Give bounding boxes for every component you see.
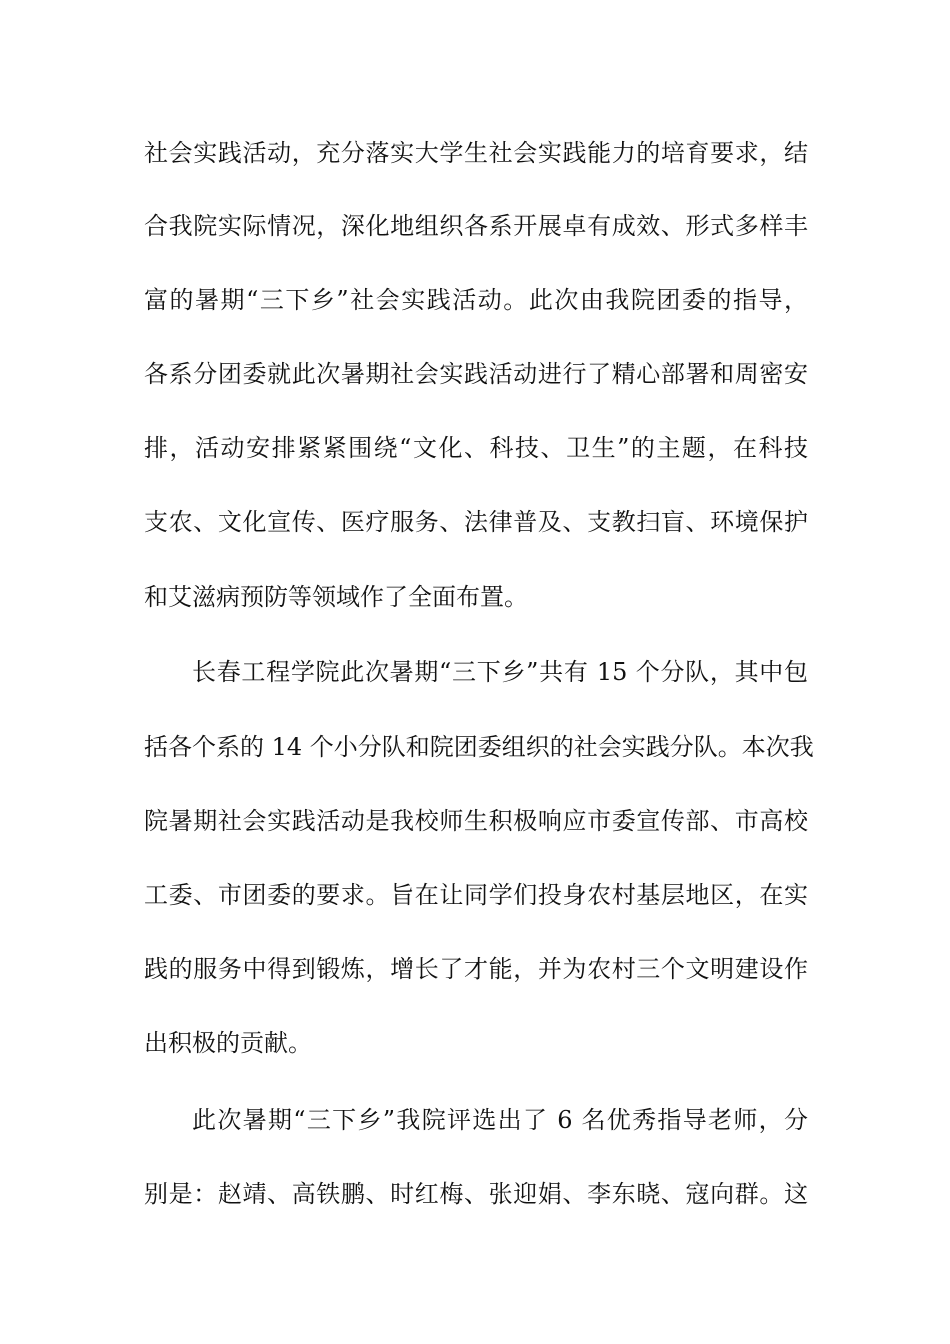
paragraph-1-line-2: 合我院实际情况，深化地组织各系开展卓有成效、形式多样丰 — [144, 212, 808, 240]
paragraph-3-line-1: 此次暑期“三下乡”我院评选出了 6 名优秀指导老师，分 — [192, 1106, 808, 1134]
paragraph-2-line-3: 院暑期社会实践活动是我校师生积极响应市委宣传部、市高校 — [144, 807, 808, 835]
paragraph-3-line-2: 别是：赵靖、高铁鹏、时红梅、张迎娟、李东晓、寇向群。这 — [144, 1180, 808, 1208]
paragraph-1-line-5: 排，活动安排紧紧围绕“文化、科技、卫生”的主题，在科技 — [144, 434, 808, 462]
paragraph-1-line-4: 各系分团委就此次暑期社会实践活动进行了精心部署和周密安 — [144, 360, 808, 388]
paragraph-1-line-1: 社会实践活动，充分落实大学生社会实践能力的培育要求，结 — [144, 139, 808, 167]
paragraph-2-line-5: 践的服务中得到锻炼，增长了才能，并为农村三个文明建设作 — [144, 955, 808, 983]
paragraph-2-line-2: 括各个系的 14 个小分队和院团委组织的社会实践分队。本次我 — [144, 733, 814, 761]
paragraph-2-line-6: 出积极的贡献。 — [144, 1029, 312, 1057]
paragraph-1-line-7: 和艾滋病预防等领域作了全面布置。 — [144, 583, 528, 611]
paragraph-2-line-4: 工委、市团委的要求。旨在让同学们投身农村基层地区，在实 — [144, 881, 808, 909]
paragraph-2-line-1: 长春工程学院此次暑期“三下乡”共有 15 个分队，其中包 — [192, 658, 808, 686]
paragraph-1-line-3: 富的暑期“三下乡”社会实践活动。此次由我院团委的指导， — [144, 286, 808, 314]
paragraph-1-line-6: 支农、文化宣传、医疗服务、法律普及、支教扫盲、环境保护 — [144, 508, 808, 536]
